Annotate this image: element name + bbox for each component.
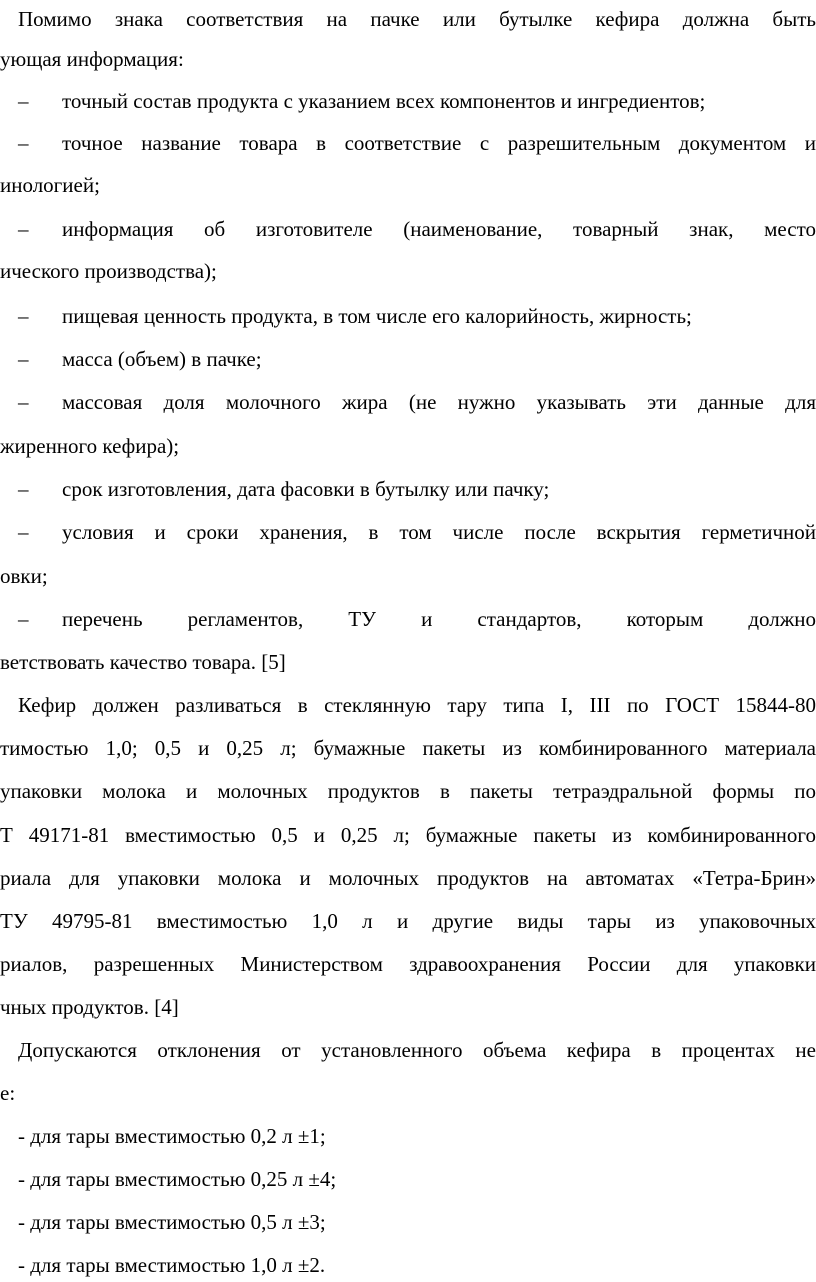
packaging-line-7: риалов, разрешенных Министерством здравоохранения России для упаковки [0,952,816,976]
list-item-5: масса (объем) в пачке; [62,347,262,371]
deviation-item-2: - для тары вместимостью 0,25 л ±4; [18,1167,337,1191]
list-item-8-line-2: овки; [0,564,48,588]
list-item-9-line-1: перечень регламентов, ТУ и стандартов, которым должно [62,607,816,631]
bullet-dash: – [18,390,29,414]
bullet-dash: – [18,304,29,328]
bullet-dash: – [18,477,29,501]
packaging-line-4: Т 49171-81 вместимостью 0,5 и 0,25 л; бумажные пакеты из комбинированного [0,823,816,847]
bullet-dash: – [18,217,29,241]
list-item-8-line-1: условия и сроки хранения, в том числе после вскрытия герметичной [62,520,816,544]
list-item-6-line-2: жиренного кефира); [0,434,180,458]
bullet-dash: – [18,520,29,544]
bullet-dash: – [18,607,29,631]
list-item-1: точный состав продукта с указанием всех компонентов и ингредиентов; [62,89,706,113]
bullet-dash: – [18,347,29,371]
packaging-line-5: риала для упаковки молока и молочных продуктов на автоматах «Тетра-Брин» [0,866,816,890]
list-item-3-line-2: ического производства); [0,259,217,283]
deviation-line-2: е: [0,1081,16,1105]
list-item-7: срок изготовления, дата фасовки в бутылку или пачку; [62,477,550,501]
packaging-line-8: чных продуктов. [4] [0,995,179,1019]
list-item-4: пищевая ценность продукта, в том числе его калорийность, жирность; [62,304,692,328]
deviation-line-1: Допускаются отклонения от установленного объема кефира в процентах не [18,1038,816,1062]
packaging-line-2: тимостью 1,0; 0,5 и 0,25 л; бумажные пакеты из комбинированного материала [0,736,816,760]
deviation-item-4: - для тары вместимостью 1,0 л ±2. [18,1253,326,1277]
intro-line-1: Помимо знака соответствия на пачке или бутылке кефира должна быть [18,7,816,31]
list-item-2-line-1: точное название товара в соответствие с разрешительным документом и [62,131,816,155]
list-item-9-line-2: ветствовать качество товара. [5] [0,650,286,674]
packaging-line-3: упаковки молока и молочных продуктов в пакеты тетраэдральной формы по [0,779,816,803]
list-item-6-line-1: массовая доля молочного жира (не нужно указывать эти данные для [62,390,816,414]
deviation-item-3: - для тары вместимостью 0,5 л ±3; [18,1210,326,1234]
bullet-dash: – [18,131,29,155]
packaging-line-6: ТУ 49795-81 вместимостью 1,0 л и другие виды тары из упаковочных [0,909,816,933]
intro-line-2: ующая информация: [0,47,184,71]
bullet-dash: – [18,89,29,113]
list-item-2-line-2: инологией; [0,173,100,197]
list-item-3-line-1: информация об изготовителе (наименование, товарный знак, место [62,217,816,241]
deviation-item-1: - для тары вместимостью 0,2 л ±1; [18,1124,326,1148]
packaging-line-1: Кефир должен разливаться в стеклянную тару типа I, III по ГОСТ 15844-80 [18,693,816,717]
